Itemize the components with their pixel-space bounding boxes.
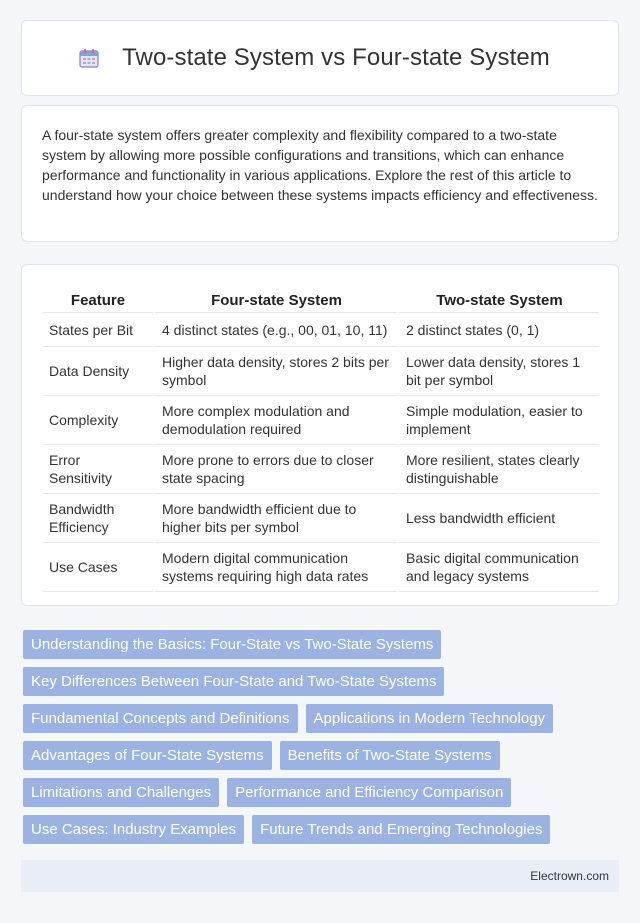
- topic-tag[interactable]: Understanding the Basics: Four-State vs Two-State Systems: [23, 630, 441, 659]
- table-cell: States per Bit: [43, 313, 153, 347]
- table-cell: Modern digital communication systems requiring high data rates: [153, 543, 397, 592]
- table-cell: 4 distinct states (e.g., 00, 01, 10, 11): [153, 313, 397, 347]
- table-cell: More complex modulation and demodulation required: [153, 396, 397, 445]
- topic-tag[interactable]: Limitations and Challenges: [23, 778, 219, 807]
- tag-row: [23, 630, 623, 659]
- tag-row: [23, 704, 623, 733]
- page-title: Two-state System vs Four-state System: [122, 44, 550, 71]
- intro-paragraph: A four-state system offers greater complexity and flexibility compared to a two-state system by allowing more possible configurations and transitions, which can enhance performance and functionality in various applications. Explore the rest of this article to understand how your choice between these systems impacts efficiency and effectiveness.: [42, 127, 598, 203]
- table-cell: More prone to errors due to closer state spacing: [153, 445, 397, 494]
- intro-card: [21, 105, 619, 242]
- table-cell: Complexity: [43, 396, 153, 445]
- table-cell: 2 distinct states (0, 1): [397, 313, 599, 347]
- table-cell: Simple modulation, easier to implement: [397, 396, 599, 445]
- table-cell: Lower data density, stores 1 bit per symbol: [397, 347, 599, 396]
- footer-brand[interactable]: Electrown.com: [530, 869, 609, 883]
- topic-tag[interactable]: Use Cases: Industry Examples: [23, 815, 244, 844]
- tag-row: [23, 778, 623, 807]
- header-two-state: Two-state System: [397, 285, 599, 313]
- topic-tag[interactable]: Benefits of Two-State Systems: [280, 741, 500, 770]
- table-cell: Data Density: [43, 347, 153, 396]
- header-four-state: Four-state System: [153, 285, 397, 313]
- title-card: [21, 20, 619, 96]
- table-cell: More bandwidth efficient due to higher bits per symbol: [153, 494, 397, 543]
- table-cell: Bandwidth Efficiency: [43, 494, 153, 543]
- table-row: [43, 543, 599, 592]
- table-row: [43, 494, 599, 543]
- topic-tag[interactable]: Advantages of Four-State Systems: [23, 741, 272, 770]
- tag-row: [23, 741, 623, 770]
- topic-tag[interactable]: Future Trends and Emerging Technologies: [252, 815, 550, 844]
- topic-tag[interactable]: Key Differences Between Four-State and Two-State Systems: [23, 667, 444, 696]
- footer: [21, 860, 619, 892]
- comparison-table-card: [21, 264, 619, 606]
- tag-row: [23, 815, 623, 844]
- table-row: [43, 396, 599, 445]
- topic-tag[interactable]: Fundamental Concepts and Definitions: [23, 704, 298, 733]
- table-row: [43, 313, 599, 347]
- topic-tag[interactable]: Performance and Efficiency Comparison: [227, 778, 511, 807]
- table-cell: Basic digital communication and legacy systems: [397, 543, 599, 592]
- table-cell: Less bandwidth efficient: [397, 494, 599, 543]
- table-row: [43, 445, 599, 494]
- header-feature: Feature: [43, 285, 153, 313]
- topic-tag[interactable]: Applications in Modern Technology: [306, 704, 554, 733]
- table-header-row: [43, 285, 599, 313]
- table-row: [43, 347, 599, 396]
- table-cell: Use Cases: [43, 543, 153, 592]
- tag-row: [23, 667, 623, 696]
- table-cell: Higher data density, stores 2 bits per symbol: [153, 347, 397, 396]
- table-cell: Error Sensitivity: [43, 445, 153, 494]
- table-cell: More resilient, states clearly distinguishable: [397, 445, 599, 494]
- topic-tags: [23, 630, 623, 852]
- calendar-icon: [78, 47, 100, 69]
- comparison-table: [43, 285, 599, 592]
